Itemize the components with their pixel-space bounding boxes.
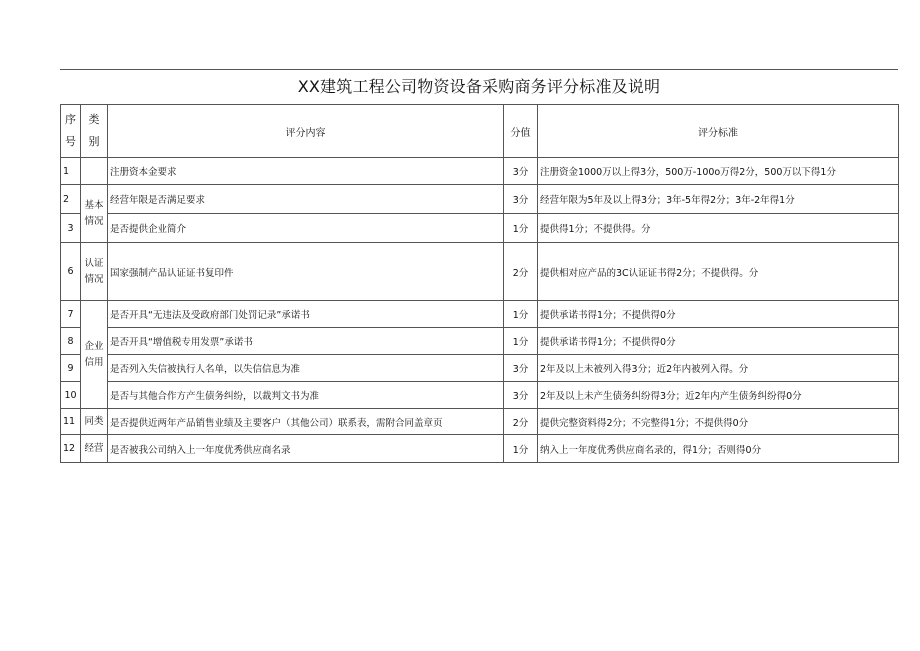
- table-row: [61, 214, 899, 243]
- row-score: 2分: [504, 243, 538, 301]
- row-standard: 提供承诺书得1分；不提供得0分: [538, 328, 899, 355]
- row-standard: 提供相对应产品的3C认证证书得2分；不提供得。分: [538, 243, 899, 301]
- row-content: 注册资本金要求: [108, 158, 504, 185]
- scoring-table: [60, 104, 899, 463]
- row-content: 是否提供企业简介: [108, 214, 504, 243]
- row-number: 1: [61, 158, 81, 185]
- row-number: 11: [61, 409, 81, 435]
- row-number: 12: [61, 435, 81, 463]
- table-row: [61, 355, 899, 382]
- row-number: 7: [61, 301, 81, 328]
- row-standard: 提供承诺书得1分；不提供得0分: [538, 301, 899, 328]
- row-content: 是否被我公司纳入上一年度优秀供应商名录: [108, 435, 504, 463]
- row-score: 1分: [504, 328, 538, 355]
- category-basic-info: 基本 情况: [81, 185, 108, 243]
- table-row: [61, 382, 899, 409]
- header-content: 评分内容: [108, 105, 504, 158]
- row-score: 1分: [504, 214, 538, 243]
- row-number: 9: [61, 355, 81, 382]
- row-score: 3分: [504, 355, 538, 382]
- table-row: [61, 158, 899, 185]
- row-number: 10: [61, 382, 81, 409]
- header-number: 序 号: [61, 105, 81, 158]
- row-standard: 提供完整资料得2分；不完整得1分；不提供得0分: [538, 409, 899, 435]
- row-content: 国家强制产品认证证书复印件: [108, 243, 504, 301]
- category-blank: [81, 158, 108, 185]
- header-standard: 评分标准: [538, 105, 899, 158]
- row-number: 8: [61, 328, 81, 355]
- row-content: 是否列入失信被执行人名单，以失信信息为准: [108, 355, 504, 382]
- row-content: 是否开具“无违法及受政府部门处罚记录”承诺书: [108, 301, 504, 328]
- table-row: [61, 435, 899, 463]
- row-score: 3分: [504, 382, 538, 409]
- row-score: 1分: [504, 435, 538, 463]
- category-peer-line1: 同类: [81, 409, 108, 435]
- row-standard: 提供得1分；不提供得。分: [538, 214, 899, 243]
- row-score: 2分: [504, 409, 538, 435]
- row-number: 6: [61, 243, 81, 301]
- table-row: [61, 243, 899, 301]
- category-peer-line2: 经营: [81, 435, 108, 463]
- table-header-row: [61, 105, 899, 158]
- category-certification: 认证 情况: [81, 243, 108, 301]
- row-standard: 2年及以上未产生债务纠纷得3分；近2年内产生债务纠纷得0分: [538, 382, 899, 409]
- row-content: 经营年限是否满足要求: [108, 185, 504, 214]
- row-content: 是否与其他合作方产生债务纠纷，以裁判文书为准: [108, 382, 504, 409]
- row-standard: 经营年限为5年及以上得3分；3年-5年得2分；3年-2年得1分: [538, 185, 899, 214]
- top-rule: [60, 69, 898, 70]
- row-score: 3分: [504, 158, 538, 185]
- row-standard: 2年及以上未被列入得3分；近2年内被列入得。分: [538, 355, 899, 382]
- row-content: 是否开具“增值税专用发票”承诺书: [108, 328, 504, 355]
- row-number: 3: [61, 214, 81, 243]
- document-title: XX建筑工程公司物资设备采购商务评分标准及说明: [297, 77, 661, 96]
- table-row: [61, 185, 899, 214]
- row-standard: 注册资金1000万以上得3分，500万-100o万得2分，500万以下得1分: [538, 158, 899, 185]
- table-row: [61, 301, 899, 328]
- row-number: 2: [61, 185, 81, 214]
- table-row: [61, 409, 899, 435]
- row-content: 是否提供近两年产品销售业绩及主要客户（其他公司）联系表，需附合同盖章页: [108, 409, 504, 435]
- header-category: 类 别: [81, 105, 108, 158]
- row-score: 1分: [504, 301, 538, 328]
- header-score: 分值: [504, 105, 538, 158]
- row-score: 3分: [504, 185, 538, 214]
- row-standard: 纳入上一年度优秀供应商名录的，得1分；否则得0分: [538, 435, 899, 463]
- table-row: [61, 328, 899, 355]
- category-enterprise-credit: 企业 信用: [81, 301, 108, 409]
